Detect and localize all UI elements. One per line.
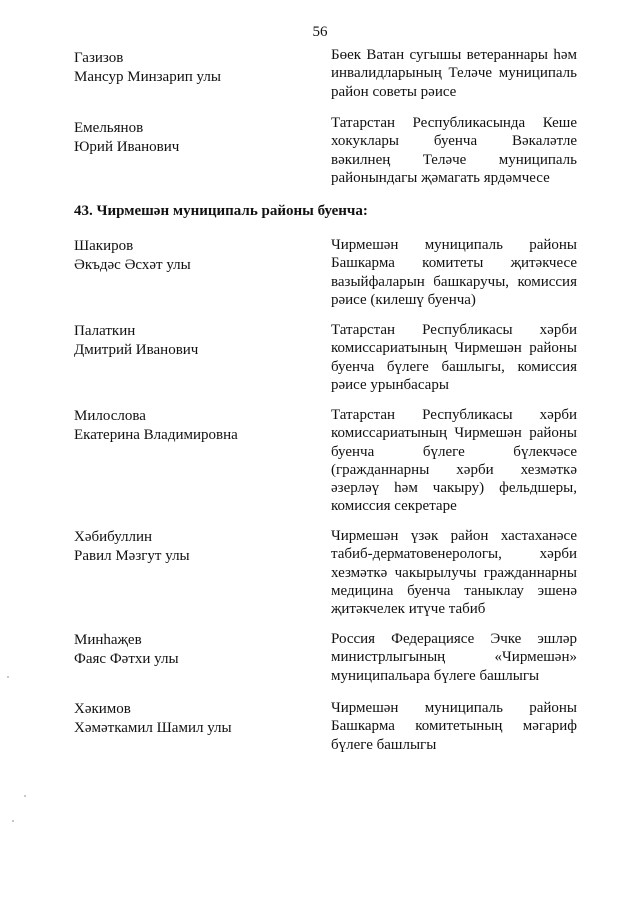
member-name	[74, 237, 304, 275]
member-name	[74, 407, 304, 445]
scan-speck	[12, 820, 14, 822]
member-surname: Шакиров	[74, 238, 134, 254]
member-surname: Емельянов	[74, 120, 144, 136]
scan-speck	[24, 795, 26, 797]
member-name	[74, 700, 304, 738]
member-given-name: Фаяс Фәтхи улы	[74, 651, 179, 667]
member-surname: Милослова	[74, 408, 146, 424]
member-surname: Хәбибуллин	[74, 529, 153, 545]
scan-speck	[7, 676, 9, 678]
member-role: Татарстан Республикасы хәрби комиссариатының Чирмешән районы буенча бүлеге башлыгы, комиссия рәисе урынбасары	[331, 322, 577, 393]
page-number: 56	[312, 24, 328, 40]
member-role: Россия Федерациясе Эчке эшләр министрлыгының «Чирмешән» муниципальара бүлеге башлыгы	[331, 631, 577, 684]
member-role: Чирмешән үзәк район хастаханәсе табиб-дерматовенерологы, хәрби хезмәткә чакырылучы гражданнарны медицина буенча таныклау эшенә җитәкчелек итүче табиб	[331, 528, 577, 618]
member-surname: Газизов	[74, 50, 124, 66]
member-role: Бөек Ватан сугышы ветераннары һәм инвалидларының Теләче муниципаль район советы рәисе	[331, 47, 577, 100]
member-role: Чирмешән муниципаль районы Башкарма комитетының мәгариф бүлеге башлыгы	[331, 700, 577, 753]
member-role: Татарстан Республикасы хәрби комиссариатының Чирмешән районы буенча бүлеге бүлекчәсе (гражданнарны хәрби хезмәткә әзерләү һәм чакыру) фельдшеры, комиссия секретаре	[331, 407, 577, 515]
member-name	[74, 119, 304, 157]
member-name	[74, 49, 304, 87]
member-name	[74, 322, 304, 360]
member-given-name: Мансур Минзарип улы	[74, 69, 221, 85]
member-given-name: Дмитрий Иванович	[74, 342, 199, 358]
member-name	[74, 528, 304, 566]
member-surname: Минһаҗев	[74, 632, 142, 648]
member-name	[74, 631, 304, 669]
member-role: Татарстан Республикасында Кеше хокуклары буенча Вәкаләтле вәкилнең Теләче муниципаль районындагы җәмагать ярдәмчесе	[331, 115, 577, 186]
member-role: Чирмешән муниципаль районы Башкарма комитеты җитәкчесе вазыйфаларын башкаручы, комиссия рәисе (килешү буенча)	[331, 237, 577, 308]
section-heading: 43. Чирмешән муниципаль районы буенча:	[74, 203, 368, 219]
member-surname: Хәкимов	[74, 701, 131, 717]
member-given-name: Хәмәткамил Шамил улы	[74, 720, 232, 736]
member-given-name: Әкъдәс Әсхәт улы	[74, 257, 191, 273]
member-surname: Палаткин	[74, 323, 136, 339]
member-given-name: Екатерина Владимировна	[74, 427, 238, 443]
member-given-name: Равил Мәзгут улы	[74, 548, 190, 564]
member-given-name: Юрий Иванович	[74, 139, 180, 155]
